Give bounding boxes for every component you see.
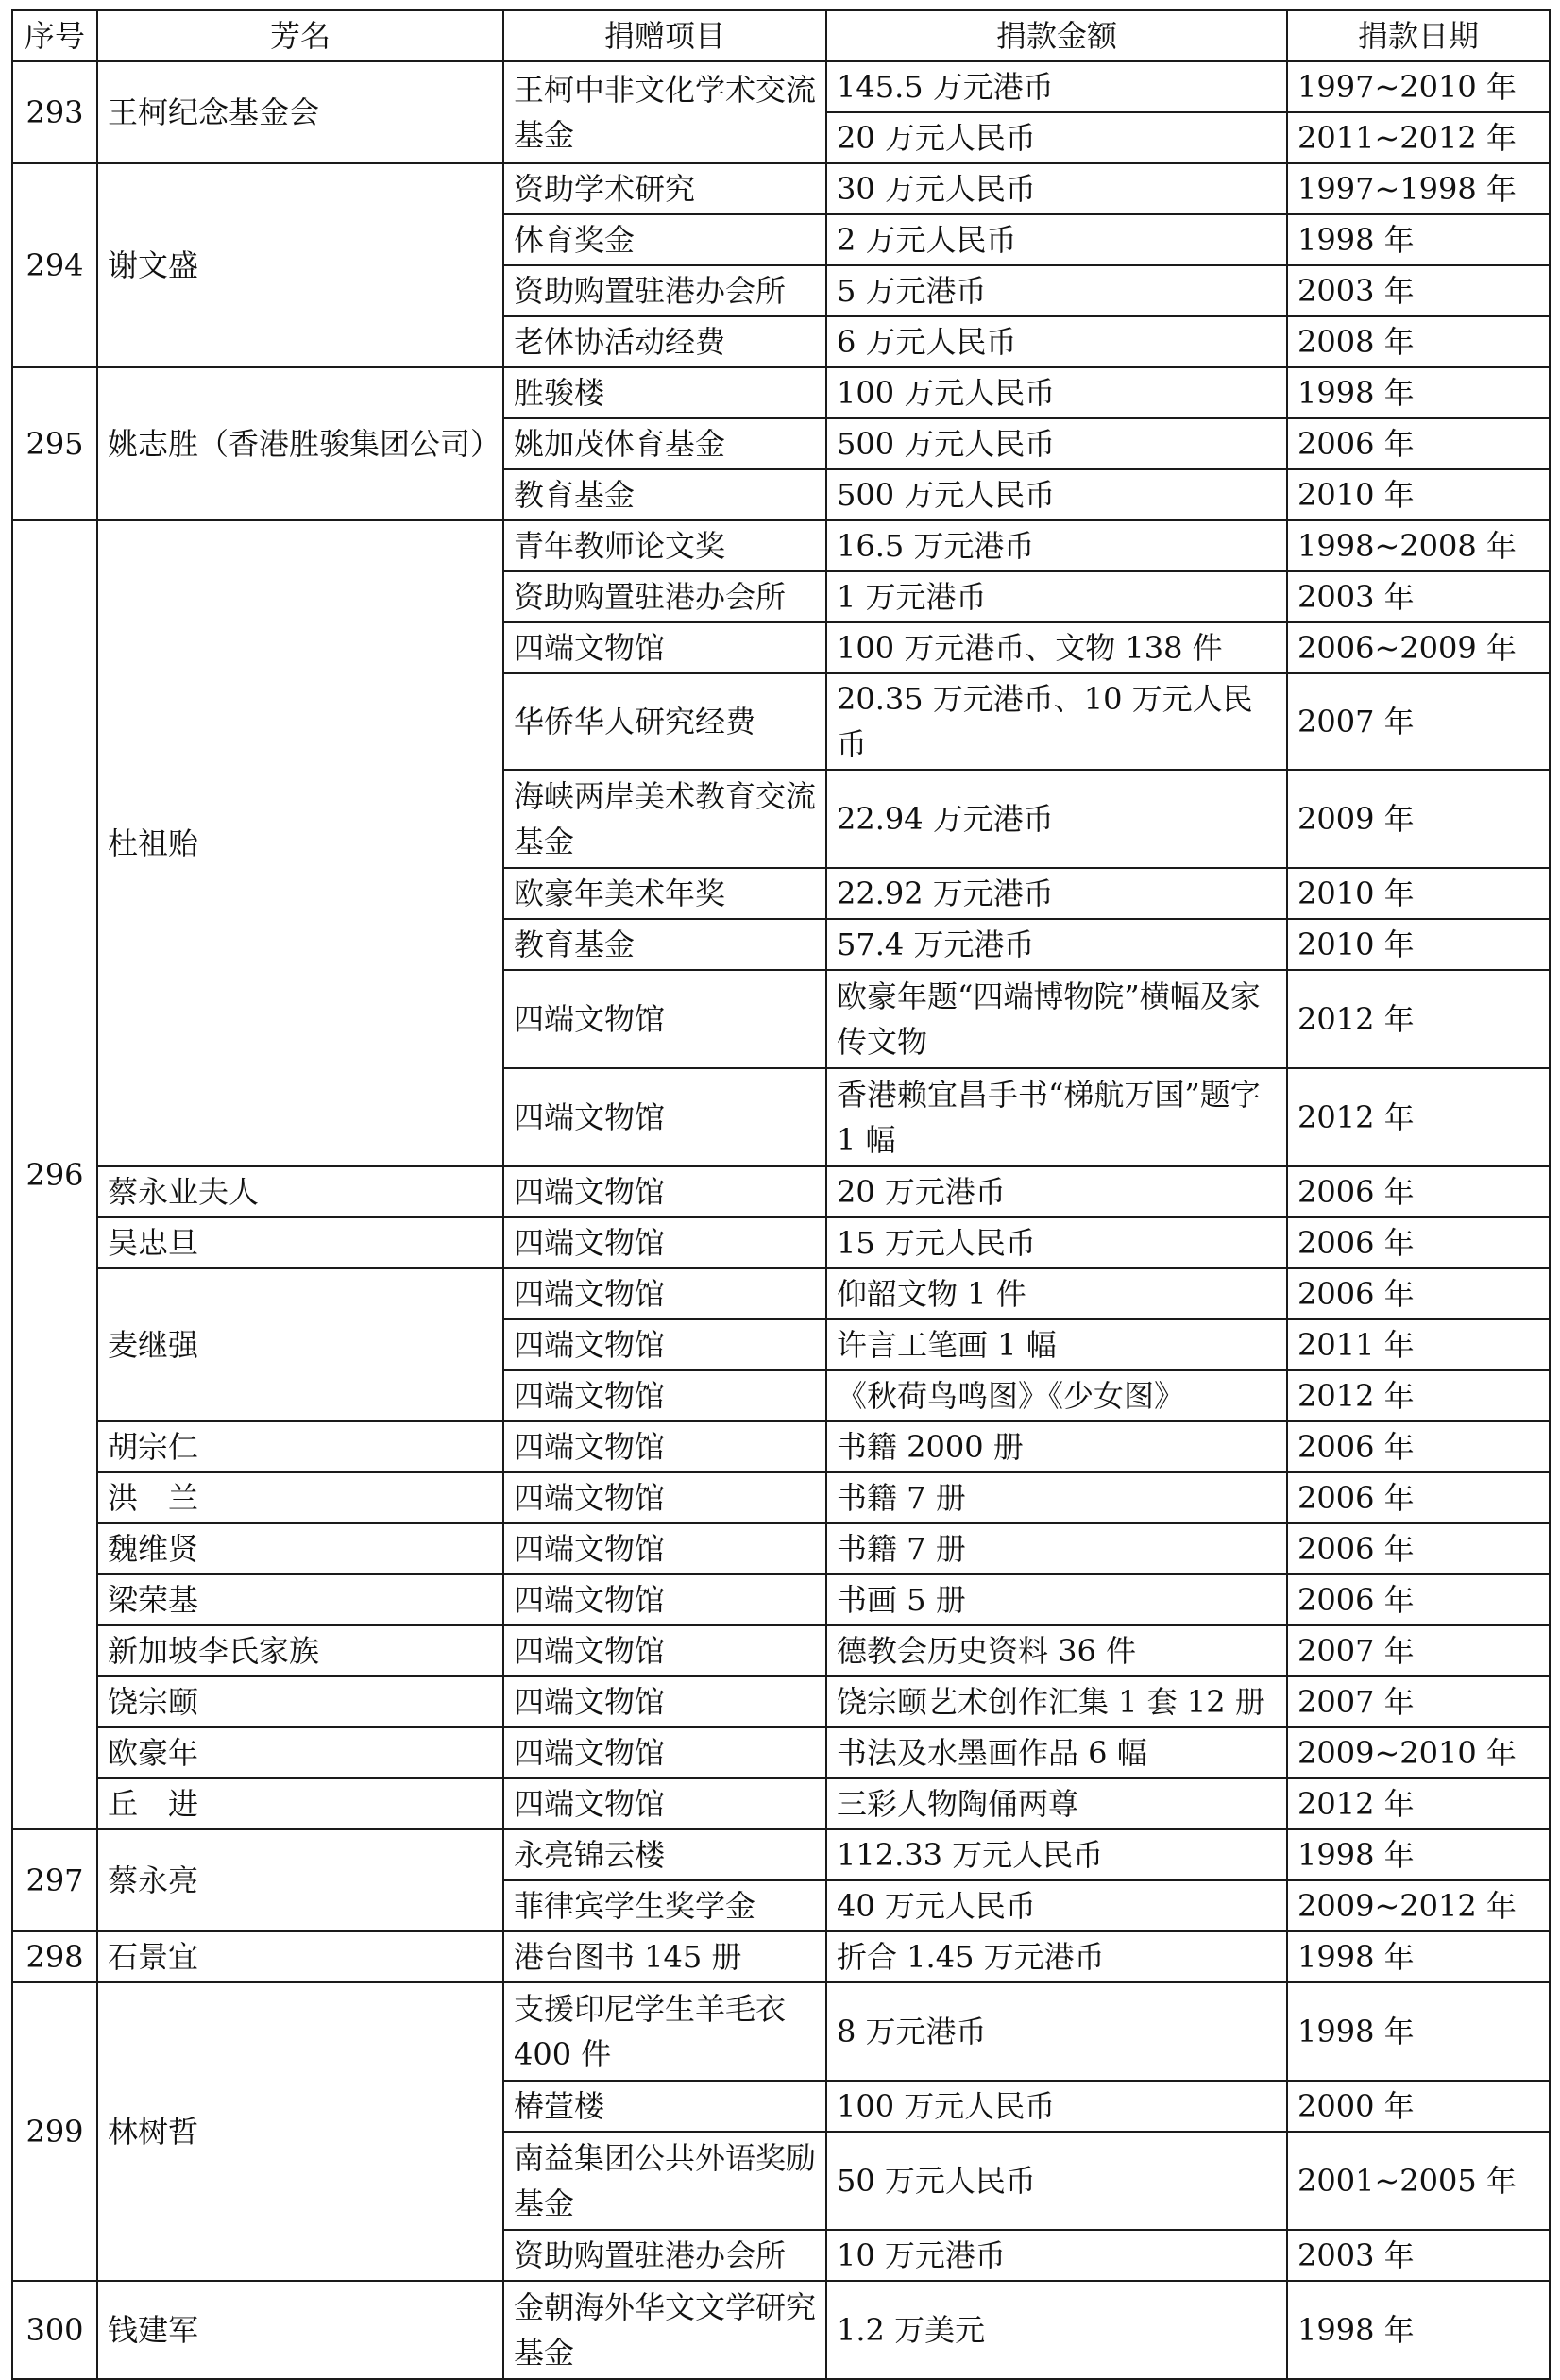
donation-amount: 饶宗颐艺术创作汇集 1 套 12 册 [826,1676,1287,1727]
donation-project: 四端文物馆 [503,1778,826,1829]
donor-name: 蔡永亮 [97,1829,503,1931]
donation-project: 港台图书 145 册 [503,1931,826,1982]
donation-project: 欧豪年美术年奖 [503,868,826,919]
donation-date: 2009 年 [1287,770,1550,868]
donation-project: 青年教师论文奖 [503,520,826,571]
table-row [12,1727,1550,1778]
donation-date: 2009~2010 年 [1287,1727,1550,1778]
serial-number: 296 [12,520,97,1829]
donation-date: 1998 年 [1287,214,1550,265]
donor-name: 丘 进 [97,1778,503,1829]
donation-project: 姚加茂体育基金 [503,418,826,469]
donation-date: 2012 年 [1287,970,1550,1068]
donor-name: 新加坡李氏家族 [97,1625,503,1676]
donation-table [11,9,1551,2380]
donation-project: 王柯中非文化学术交流基金 [503,61,826,163]
serial-number: 299 [12,1982,97,2281]
donation-date: 1998 年 [1287,1931,1550,1982]
table-row [12,1676,1550,1727]
donation-amount: 书画 5 册 [826,1574,1287,1625]
donation-amount: 德教会历史资料 36 件 [826,1625,1287,1676]
donation-date: 2006 年 [1287,1166,1550,1217]
table-row [12,1574,1550,1625]
donor-name: 洪 兰 [97,1472,503,1523]
donation-amount: 112.33 万元人民币 [826,1829,1287,1880]
donation-project: 四端文物馆 [503,1727,826,1778]
donation-project: 四端文物馆 [503,1166,826,1217]
donation-amount: 500 万元人民币 [826,418,1287,469]
donation-date: 2012 年 [1287,1778,1550,1829]
donation-date: 1998 年 [1287,367,1550,418]
donation-amount: 20.35 万元港币、10 万元人民币 [826,673,1287,770]
donor-name: 麦继强 [97,1268,503,1421]
table-row [12,1931,1550,1982]
donation-amount: 6 万元人民币 [826,316,1287,367]
donation-date: 2007 年 [1287,1676,1550,1727]
donation-amount: 书籍 7 册 [826,1472,1287,1523]
donation-date: 2006 年 [1287,418,1550,469]
serial-number: 300 [12,2281,97,2379]
donation-date: 2007 年 [1287,1625,1550,1676]
donation-amount: 145.5 万元港币 [826,61,1287,112]
donation-amount: 欧豪年题“四端博物院”横幅及家传文物 [826,970,1287,1068]
donation-amount: 《秋荷鸟鸣图》《少女图》 [826,1370,1287,1421]
header-row [12,10,1550,61]
donation-project: 资助学术研究 [503,163,826,214]
donation-project: 永亮锦云楼 [503,1829,826,1880]
table-row [12,1778,1550,1829]
donor-name: 胡宗仁 [97,1421,503,1472]
donation-date: 2003 年 [1287,571,1550,622]
donation-date: 2009~2012 年 [1287,1880,1550,1931]
donor-name: 钱建军 [97,2281,503,2379]
donation-amount: 10 万元港币 [826,2230,1287,2281]
donor-name: 魏维贤 [97,1523,503,1574]
table-row [12,1523,1550,1574]
donation-amount: 20 万元人民币 [826,112,1287,163]
donation-date: 2010 年 [1287,919,1550,970]
donor-name: 饶宗颐 [97,1676,503,1727]
donation-date: 2001~2005 年 [1287,2132,1550,2230]
donation-date: 2006 年 [1287,1421,1550,1472]
donation-amount: 5 万元港币 [826,265,1287,316]
donation-date: 2003 年 [1287,265,1550,316]
donation-project: 四端文物馆 [503,1523,826,1574]
donation-project: 南益集团公共外语奖励基金 [503,2132,826,2230]
donation-project: 四端文物馆 [503,1268,826,1319]
donation-amount: 100 万元人民币 [826,2081,1287,2132]
donation-amount: 30 万元人民币 [826,163,1287,214]
donation-project: 椿萱楼 [503,2081,826,2132]
header-date: 捐款日期 [1287,10,1550,61]
donation-amount: 100 万元港币、文物 138 件 [826,622,1287,673]
donation-project: 支援印尼学生羊毛衣 400 件 [503,1982,826,2081]
donation-project: 四端文物馆 [503,1625,826,1676]
donation-date: 2006 年 [1287,1472,1550,1523]
donation-project: 四端文物馆 [503,1217,826,1268]
serial-number: 298 [12,1931,97,1982]
donation-date: 2006 年 [1287,1523,1550,1574]
donation-amount: 书籍 2000 册 [826,1421,1287,1472]
table-row [12,1829,1550,1880]
donation-project: 四端文物馆 [503,622,826,673]
table-row [12,1217,1550,1268]
donation-amount: 三彩人物陶俑两尊 [826,1778,1287,1829]
donation-amount: 1.2 万美元 [826,2281,1287,2379]
donation-project: 资助购置驻港办会所 [503,2230,826,2281]
table-row [12,1472,1550,1523]
donor-name: 吴忠旦 [97,1217,503,1268]
donation-amount: 100 万元人民币 [826,367,1287,418]
donation-date: 2007 年 [1287,673,1550,770]
header-name: 芳名 [97,10,503,61]
donation-project: 菲律宾学生奖学金 [503,1880,826,1931]
donation-date: 2006 年 [1287,1574,1550,1625]
donation-project: 资助购置驻港办会所 [503,571,826,622]
donation-project: 教育基金 [503,919,826,970]
table-row [12,1268,1550,1319]
table-row [12,1982,1550,2081]
serial-number: 297 [12,1829,97,1931]
donation-project: 四端文物馆 [503,1574,826,1625]
donation-amount: 折合 1.45 万元港币 [826,1931,1287,1982]
donor-name: 欧豪年 [97,1727,503,1778]
donation-project: 四端文物馆 [503,1421,826,1472]
donor-name: 王柯纪念基金会 [97,61,503,163]
donor-name: 林树哲 [97,1982,503,2281]
donation-amount: 许言工笔画 1 幅 [826,1319,1287,1370]
donation-amount: 香港赖宜昌手书“梯航万国”题字 1 幅 [826,1068,1287,1166]
donation-date: 2012 年 [1287,1068,1550,1166]
donation-amount: 50 万元人民币 [826,2132,1287,2230]
serial-number: 295 [12,367,97,520]
donation-date: 1998 年 [1287,1982,1550,2081]
donation-project: 教育基金 [503,469,826,520]
table-row [12,1166,1550,1217]
donation-date: 2006 年 [1287,1217,1550,1268]
donation-amount: 22.92 万元港币 [826,868,1287,919]
donation-amount: 20 万元港币 [826,1166,1287,1217]
header-no: 序号 [12,10,97,61]
donation-amount: 40 万元人民币 [826,1880,1287,1931]
table-row [12,367,1550,418]
donation-amount: 500 万元人民币 [826,469,1287,520]
header-amount: 捐款金额 [826,10,1287,61]
donation-amount: 57.4 万元港币 [826,919,1287,970]
donation-project: 四端文物馆 [503,1319,826,1370]
donation-amount: 8 万元港币 [826,1982,1287,2081]
header-project: 捐赠项目 [503,10,826,61]
donation-project: 四端文物馆 [503,1676,826,1727]
table-row [12,163,1550,214]
serial-number: 293 [12,61,97,163]
donation-project: 胜骏楼 [503,367,826,418]
donation-project: 四端文物馆 [503,970,826,1068]
donor-name: 谢文盛 [97,163,503,367]
donation-amount: 仰韶文物 1 件 [826,1268,1287,1319]
donation-date: 1997~2010 年 [1287,61,1550,112]
table-row [12,520,1550,571]
donation-project: 四端文物馆 [503,1472,826,1523]
donation-project: 四端文物馆 [503,1068,826,1166]
donation-amount: 书法及水墨画作品 6 幅 [826,1727,1287,1778]
donor-name: 杜祖贻 [97,520,503,1166]
serial-number: 294 [12,163,97,367]
donor-name: 姚志胜（香港胜骏集团公司） [97,367,503,520]
donation-project: 资助购置驻港办会所 [503,265,826,316]
donation-date: 2011~2012 年 [1287,112,1550,163]
donation-date: 2008 年 [1287,316,1550,367]
donation-date: 2010 年 [1287,469,1550,520]
donation-date: 1998 年 [1287,1829,1550,1880]
donation-project: 华侨华人研究经费 [503,673,826,770]
donation-date: 2010 年 [1287,868,1550,919]
donation-date: 2012 年 [1287,1370,1550,1421]
donation-date: 2006~2009 年 [1287,622,1550,673]
donation-amount: 1 万元港币 [826,571,1287,622]
donation-date: 2000 年 [1287,2081,1550,2132]
donor-name: 石景宜 [97,1931,503,1982]
donation-amount: 22.94 万元港币 [826,770,1287,868]
donor-name: 梁荣基 [97,1574,503,1625]
donation-project: 四端文物馆 [503,1370,826,1421]
table-row [12,1625,1550,1676]
donation-date: 1998~2008 年 [1287,520,1550,571]
donation-date: 2011 年 [1287,1319,1550,1370]
table-row [12,1421,1550,1472]
donor-name: 蔡永业夫人 [97,1166,503,1217]
donation-amount: 2 万元人民币 [826,214,1287,265]
donation-amount: 16.5 万元港币 [826,520,1287,571]
donation-date: 1997~1998 年 [1287,163,1550,214]
donation-date: 2006 年 [1287,1268,1550,1319]
donation-project: 海峡两岸美术教育交流基金 [503,770,826,868]
donation-amount: 15 万元人民币 [826,1217,1287,1268]
donation-project: 老体协活动经费 [503,316,826,367]
donation-project: 金朝海外华文文学研究基金 [503,2281,826,2379]
table-row [12,61,1550,112]
table-row [12,2281,1550,2379]
donation-date: 2003 年 [1287,2230,1550,2281]
donation-amount: 书籍 7 册 [826,1523,1287,1574]
donation-date: 1998 年 [1287,2281,1550,2379]
donation-project: 体育奖金 [503,214,826,265]
